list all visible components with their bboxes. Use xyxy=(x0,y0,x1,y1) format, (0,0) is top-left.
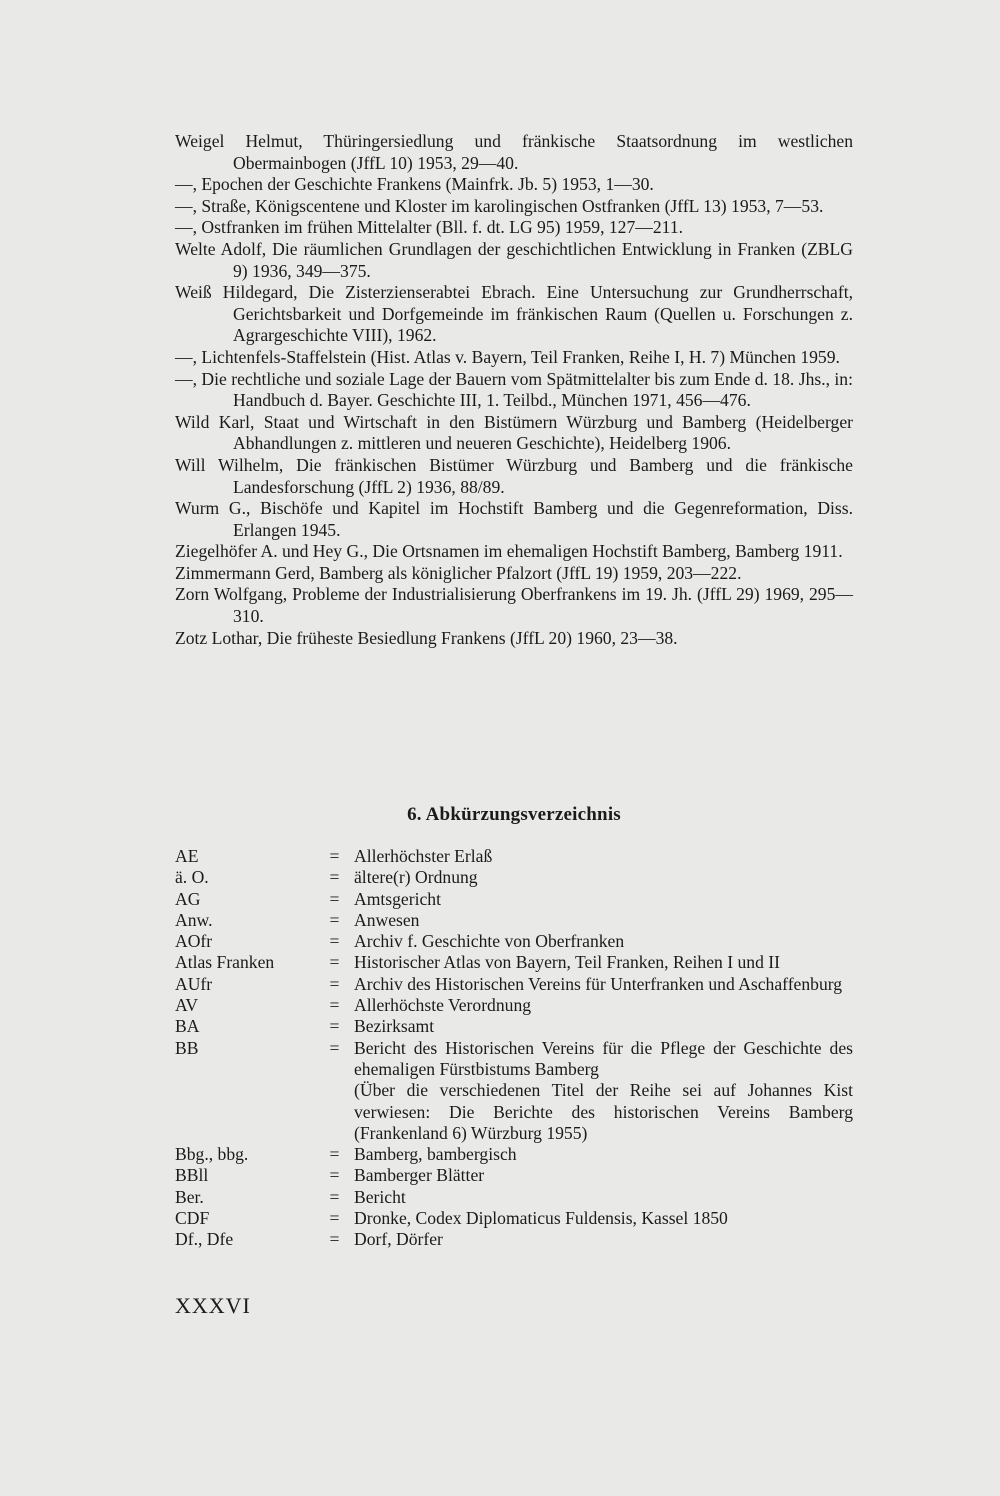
abbreviation-key: CDF xyxy=(175,1208,210,1229)
bibliography-list xyxy=(175,131,853,649)
bibliography-entry: Weiß Hildegard, Die Zisterzienserabtei Ebrach. Eine Untersuchung zur Grundherrschaft, Gerichtsbarkeit und Dorfgemeinde im fränkischen Raum (Quellen u. Forschungen z. Agrargeschichte VIII), 1962. xyxy=(175,282,853,346)
equals-sign: = xyxy=(329,1144,340,1165)
bibliography-entry: Wurm G., Bischöfe und Kapitel im Hochstift Bamberg und die Gegenreformation, Diss. Erlangen 1945. xyxy=(175,498,853,540)
equals-sign: = xyxy=(329,952,340,973)
abbreviation-row xyxy=(175,889,853,910)
abbreviation-meaning: Allerhöchster Erlaß xyxy=(354,846,493,866)
equals-sign: = xyxy=(329,1186,340,1207)
abbreviation-key: BBll xyxy=(175,1165,209,1186)
bibliography-entry: Weigel Helmut, Thüringersiedlung und fränkische Staatsordnung im westlichen Obermainbogen (JffL 10) 1953, 29—40. xyxy=(175,131,853,173)
abbreviation-row xyxy=(175,1187,853,1208)
bibliography-entry: Zorn Wolfgang, Probleme der Industrialisierung Oberfrankens im 19. Jh. (JffL 29) 1969, 295—310. xyxy=(175,584,853,627)
section-title: 6. Abkürzungsverzeichnis xyxy=(407,804,621,825)
abbreviation-row xyxy=(175,1144,853,1165)
abbreviation-key: AV xyxy=(175,995,199,1016)
bibliography-entry: Welte Adolf, Die räumlichen Grundlagen der geschichtlichen Entwicklung in Franken (ZBLG 9) 1936, 349—375. xyxy=(175,238,853,281)
bibliography-entry: —, Epochen der Geschichte Frankens (Mainfrk. Jb. 5) 1953, 1—30. xyxy=(175,174,654,195)
abbreviation-key: Bbg., bbg. xyxy=(175,1144,249,1165)
abbreviation-key: BB xyxy=(175,1037,199,1058)
abbreviation-meaning: Bamberg, bambergisch xyxy=(354,1144,517,1165)
abbreviation-meaning: Historischer Atlas von Bayern, Teil Franken, Reihen I und II xyxy=(354,952,780,973)
abbreviation-meaning: Archiv f. Geschichte von Oberfranken xyxy=(354,931,625,952)
bibliography-entry: Zotz Lothar, Die früheste Besiedlung Frankens (JffL 20) 1960, 23—38. xyxy=(175,627,678,648)
abbreviation-meaning xyxy=(354,1038,853,1144)
abbreviation-row xyxy=(175,867,853,888)
equals-sign: = xyxy=(329,888,340,909)
equals-sign: = xyxy=(329,909,340,930)
abbreviation-key: AG xyxy=(175,888,201,909)
abbreviation-meaning: Amtsgericht xyxy=(354,888,441,909)
abbreviation-meaning: Dronke, Codex Diplomaticus Fuldensis, Kassel 1850 xyxy=(354,1208,728,1229)
abbreviation-row xyxy=(175,995,853,1016)
abbreviation-meaning: Anwesen xyxy=(354,909,420,930)
abbreviation-row xyxy=(175,1208,853,1229)
abbreviation-meaning: Bamberger Blätter xyxy=(354,1165,485,1186)
equals-sign: = xyxy=(329,846,340,866)
abbreviation-meaning: Allerhöchste Verordnung xyxy=(354,995,532,1016)
abbreviation-row xyxy=(175,1038,853,1144)
abbreviation-meaning: Bezirksamt xyxy=(354,1016,435,1037)
bibliography-entry: —, Die rechtliche und soziale Lage der Bauern vom Spätmittelalter bis zum Ende d. 18. Jhs., in: Handbuch d. Bayer. Geschichte III, 1. Teilbd., München 1971, 456—476. xyxy=(175,368,853,411)
abbreviation-row xyxy=(175,910,853,931)
bibliography-entry: Will Wilhelm, Die fränkischen Bistümer Würzburg und Bamberg und die fränkische Landesforschung (JffL 2) 1936, 88/89. xyxy=(175,454,853,497)
abbreviation-meaning-text: Bericht des Historischen Vereins für die Pflege der Geschichte des ehemaligen Fürstbistums Bamberg xyxy=(354,1037,853,1079)
bibliography-entry: Zimmermann Gerd, Bamberg als königlicher Pfalzort (JffL 19) 1959, 203—222. xyxy=(175,562,742,583)
bibliography-entry: Ziegelhöfer A. und Hey G., Die Ortsnamen im ehemaligen Hochstift Bamberg, Bamberg 1911. xyxy=(175,541,843,562)
equals-sign: = xyxy=(329,995,340,1016)
abbreviation-note: (Über die verschiedenen Titel der Reihe sei auf Johannes Kist verwiesen: Die Berichte des historischen Vereins Bamberg (Frankenland 6) Würzburg 1955) xyxy=(354,1080,853,1143)
abbreviation-meaning: ältere(r) Ordnung xyxy=(354,867,478,888)
abbreviation-key: Atlas Franken xyxy=(175,952,275,973)
equals-sign: = xyxy=(329,1037,340,1058)
abbreviation-row xyxy=(175,846,853,867)
equals-sign: = xyxy=(329,867,340,888)
page-number: XXXVI xyxy=(175,1293,251,1318)
abbreviation-row xyxy=(175,1016,853,1037)
abbreviation-key: AUfr xyxy=(175,973,213,994)
abbreviation-list xyxy=(175,846,853,1251)
bibliography-entry: Wild Karl, Staat und Wirtschaft in den Bistümern Würzburg und Bamberg (Heidelberger Abhandlungen z. mittleren und neueren Geschichte), Heidelberg 1906. xyxy=(175,411,853,454)
abbreviation-row xyxy=(175,1229,853,1250)
abbreviation-key: BA xyxy=(175,1016,200,1037)
abbreviation-key: ä. O. xyxy=(175,867,209,888)
abbreviation-key: AOfr xyxy=(175,931,213,952)
abbreviation-row xyxy=(175,931,853,952)
equals-sign: = xyxy=(329,1208,340,1229)
equals-sign: = xyxy=(329,931,340,952)
abbreviation-meaning: Bericht xyxy=(354,1186,406,1207)
bibliography-entry: —, Straße, Königscentene und Kloster im karolingischen Ostfranken (JffL 13) 1953, 7—53. xyxy=(175,195,824,216)
abbreviation-row xyxy=(175,974,853,995)
abbreviation-row xyxy=(175,952,853,973)
abbreviation-meaning: Archiv des Historischen Vereins für Unterfranken und Aschaffenburg xyxy=(354,973,843,994)
abbreviation-row xyxy=(175,1165,853,1186)
equals-sign: = xyxy=(329,973,340,994)
bibliography-entry: —, Ostfranken im frühen Mittelalter (Bll. f. dt. LG 95) 1959, 127—211. xyxy=(175,217,684,238)
abbreviation-key: Ber. xyxy=(175,1186,204,1207)
abbreviation-key: Df., Dfe xyxy=(175,1229,234,1250)
equals-sign: = xyxy=(329,1165,340,1186)
equals-sign: = xyxy=(329,1016,340,1037)
abbreviation-key: Anw. xyxy=(175,909,213,930)
bibliography-entry: —, Lichtenfels-Staffelstein (Hist. Atlas v. Bayern, Teil Franken, Reihe I, H. 7) München 1959. xyxy=(175,346,840,367)
equals-sign: = xyxy=(329,1229,340,1250)
abbreviation-meaning: Dorf, Dörfer xyxy=(354,1229,443,1250)
abbreviation-key: AE xyxy=(175,846,199,866)
